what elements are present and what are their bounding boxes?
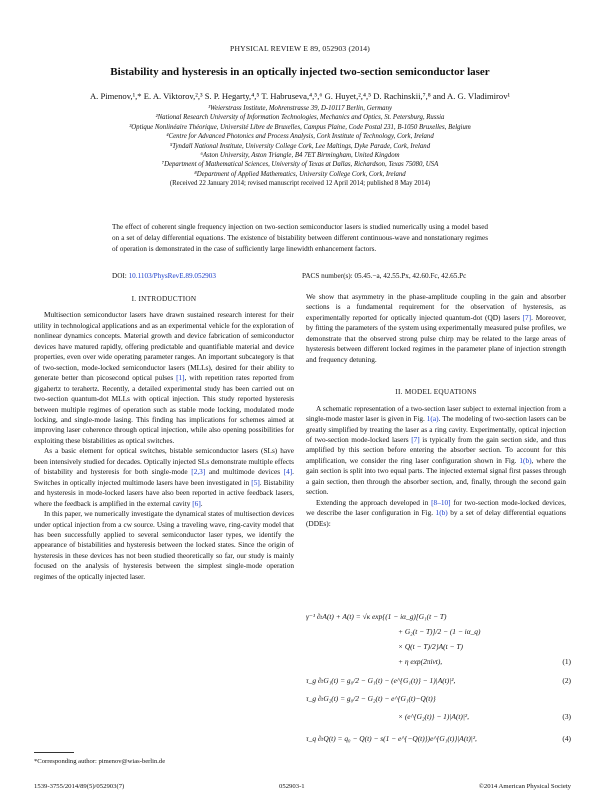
equation-2: τ_g ∂ₜG₁(t) = g₀/2 − G₁(t) − (e^{G₁(t)} − 1)|A(t)|², bbox=[306, 676, 456, 685]
intro-paragraph-4: We show that asymmetry in the phase-amplitude coupling in the gain and absorber sections is a fundamental requirement for the observation of hysteresis, as experimentally reported for optically injected quantum-dot (QD) lasers [7]. Moreover, by fitting the parameters of the system using experimentally measured pulse profiles, we demonstrate that the observed strong pulse chirp may be related to the large areas of hysteresis between different locked regimes in the parameter plane of injection strength and frequency detuning. bbox=[306, 292, 566, 364]
doi-line bbox=[112, 272, 488, 280]
citation-link[interactable]: [8–10] bbox=[431, 497, 451, 507]
right-column bbox=[306, 292, 566, 529]
equation-1-line-1: γ⁻¹ ∂ₜA(t) + A(t) = √κ exp{(1 − iα_g)[G₁(t − T) bbox=[306, 612, 447, 621]
corresponding-author-footnote: *Corresponding author: pimenov@wias-berlin.de bbox=[34, 758, 166, 765]
citation-link[interactable]: [4] bbox=[283, 467, 293, 477]
equation-1-line-4: + η exp(2πiνt), bbox=[398, 657, 443, 666]
footnote-divider bbox=[34, 752, 74, 753]
equation-4: τ_q ∂ₜQ(t) = q₀ − Q(t) − s(1 − e^{−Q(t)})e^{G₁(t)}|A(t)|², bbox=[306, 734, 477, 743]
citation-link[interactable]: [7] bbox=[411, 434, 420, 444]
received-dates: (Received 22 January 2014; revised manuscript received 12 April 2014; published 8 May 2014) bbox=[169, 180, 431, 188]
equation-3-line-1: τ_g ∂ₜG₂(t) = g₀/2 − G₂(t) − e^{G₁(t)−Q(t)} bbox=[306, 694, 436, 703]
pacs-numbers: PACS number(s): 05.45.−a, 42.55.Px, 42.60.Fc, 42.65.Pc bbox=[302, 272, 467, 280]
figure-link[interactable]: 1(a) bbox=[426, 414, 439, 424]
equation-number: (2) bbox=[562, 676, 571, 685]
section-heading-introduction: I. INTRODUCTION bbox=[131, 295, 197, 303]
citation-link[interactable]: [5] bbox=[251, 477, 260, 487]
affiliation: ⁷Department of Mathematical Sciences, University of Texas at Dallas, Richardson, Texas 75080, USA bbox=[161, 161, 439, 169]
section-heading-model-equations: II. MODEL EQUATIONS bbox=[395, 388, 477, 397]
figure-link[interactable]: 1(b) bbox=[519, 455, 532, 465]
footer-issn: 1539-3755/2014/89(5)/052903(7) bbox=[34, 783, 125, 790]
citation-link[interactable]: [7] bbox=[522, 312, 532, 322]
model-paragraph-1: A schematic representation of a two-section laser subject to external injection from a single-mode master laser is given in Fig. 1(a). The modeling of two-section lasers can be greatly simplified by treating the laser as a ring cavity. Experimentally, optical injection of two-section mode-locked lasers [7] is typically from the gain section side, and thus amplified by this section before entering the absorber section. To account for this amplification, we consider the ring laser configuration shown in Fig. 1(b), where the gain section is split into two equal parts. The injected external signal first passes through a gain section, then through the absorber section, and, finally, through the second gain section. bbox=[306, 403, 566, 497]
left-column bbox=[34, 292, 294, 582]
citation-link[interactable]: [1] bbox=[176, 373, 185, 383]
citation-link[interactable]: [6] bbox=[192, 498, 201, 508]
intro-paragraph-3: In this paper, we numerically investigate the dynamical states of multisection devices under optical injection from a cw source. Using a traveling wave, ring-cavity model that has been successfully applied to several semiconductor laser types, we identify the appearance of bistabilities and hysteresis between the locked states. Since the origin of hysteresis in these devices has not been studied theoretically so far, our study is mainly focused on the analysis of hysteresis between the simplest single-mode operation regimes of the optically injected laser. bbox=[34, 509, 294, 581]
abstract: The effect of coherent single frequency injection on two-section semiconductor lasers is studied numerically using a model based on a set of delay differential equations. The existence of bistability between different continuous-wave and nonstationary regimes of operation is demonstrated in the case of sufficiently large linewidth enhancement factors. bbox=[112, 223, 488, 253]
equation-number: (4) bbox=[562, 734, 571, 743]
equation-1-line-3: × Q(t − T)/2}A(t − T) bbox=[398, 642, 463, 651]
equation-number: (1) bbox=[562, 657, 571, 666]
affiliation-list bbox=[50, 104, 550, 189]
affiliation: ¹Weierstrass Institute, Mohrenstrasse 39, D-10117 Berlin, Germany bbox=[208, 105, 392, 112]
model-paragraph-2: Extending the approach developed in [8–10] for two-section mode-locked devices, we describe the laser configuration in Fig. 1(b) by a set of delay differential equations (DDEs): bbox=[306, 497, 566, 528]
intro-paragraph-1: Multisection semiconductor lasers have drawn sustained research interest for their utility in technological applications and as an experimental vehicle for the exploration of nonlinear dynamics concepts. Material growth and device fabrication of semiconductor devices have matured rapidly, offering predictable and quantifiable material and device properties, even over wide operating parameter ranges. An important subcategory is that of two-section, mode-locked semiconductor lasers (MLLs), desired for their ability to generate better than picosecond optical pulses [1], with repetition rates reported from gigahertz to terahertz. Recently, a detailed experimental study has been carried out on two-section quantum-dot MLLs with optical injection. This study reported hysteresis between multiple regimes of operation such as stable mode locking, modulated mode locking, and single-mode lasing. This finding has implications for schemes aimed at improving laser coherence through optical injection, while also opening possibilities for exploiting these bistabilities as optical switches. bbox=[34, 310, 294, 445]
figure-link[interactable]: 1(b) bbox=[435, 508, 448, 518]
affiliation: ⁶Aston University, Aston Triangle, B4 7ET Birmingham, United Kingdom bbox=[200, 152, 400, 160]
affiliation: ⁸Department of Applied Mathematics, University College Cork, Cork, Ireland bbox=[194, 170, 406, 178]
affiliation: ⁴Centre for Advanced Photonics and Process Analysis, Cork Institute of Technology, Cork, Ireland bbox=[166, 133, 434, 141]
footer-copyright: ©2014 American Physical Society bbox=[478, 783, 571, 790]
equation-3-line-2: × (e^{G₂(t)} − 1)|A(t)|², bbox=[398, 712, 469, 721]
equation-number: (3) bbox=[562, 712, 571, 721]
affiliation: ²National Research University of Information Technologies, Mechanics and Optics, St. Petersburg, Russia bbox=[155, 114, 445, 122]
author-list: A. Pimenov,¹,* E. A. Viktorov,²,³ S. P. Hegarty,⁴,⁵ T. Habruseva,⁴,⁵,⁶ G. Huyet,²,⁴,⁵ D. Rachinskii,⁷,⁸ and A. G. Vladimirov¹ bbox=[89, 91, 511, 101]
paper-title: Bistability and hysteresis in an optically injected two-section semiconductor laser bbox=[110, 66, 490, 78]
affiliation: ⁵Tyndall National Institute, University College Cork, Lee Maltings, Dyke Parade, Cork, Ireland bbox=[169, 142, 431, 150]
citation-link[interactable]: [2,3] bbox=[191, 467, 206, 477]
equation-block bbox=[306, 612, 571, 752]
doi-link[interactable]: 10.1103/PhysRevE.89.052903 bbox=[128, 272, 216, 280]
intro-paragraph-2: As a basic element for optical switches, bistable semiconductor lasers (SLs) have been intensively studied for decades. Optically injected SLs demonstrate multiple effects of bistability and hysteresis for both single-mode [2,3] and multimode devices [4]. Switches in optically injected multimode lasers have been investigated in [5]. Bistability and hysteresis in mode-locked lasers have also been reported in active feedback lasers, where the feedback is amplified in the external cavity [6]. bbox=[34, 446, 295, 508]
footer-page-number: 052903-1 bbox=[279, 783, 305, 790]
equation-1-line-2: + G₂(t − T)]/2 − (1 − iα_q) bbox=[398, 627, 481, 636]
affiliation: ³Optique Nonlinéaire Théorique, Université Libre de Bruxelles, Campus Plaine, Code Postal 231, B-1050 Bruxelles, Belgium bbox=[129, 123, 471, 131]
journal-header: PHYSICAL REVIEW E 89, 052903 (2014) bbox=[230, 44, 370, 53]
doi-label: DOI: bbox=[112, 272, 127, 280]
